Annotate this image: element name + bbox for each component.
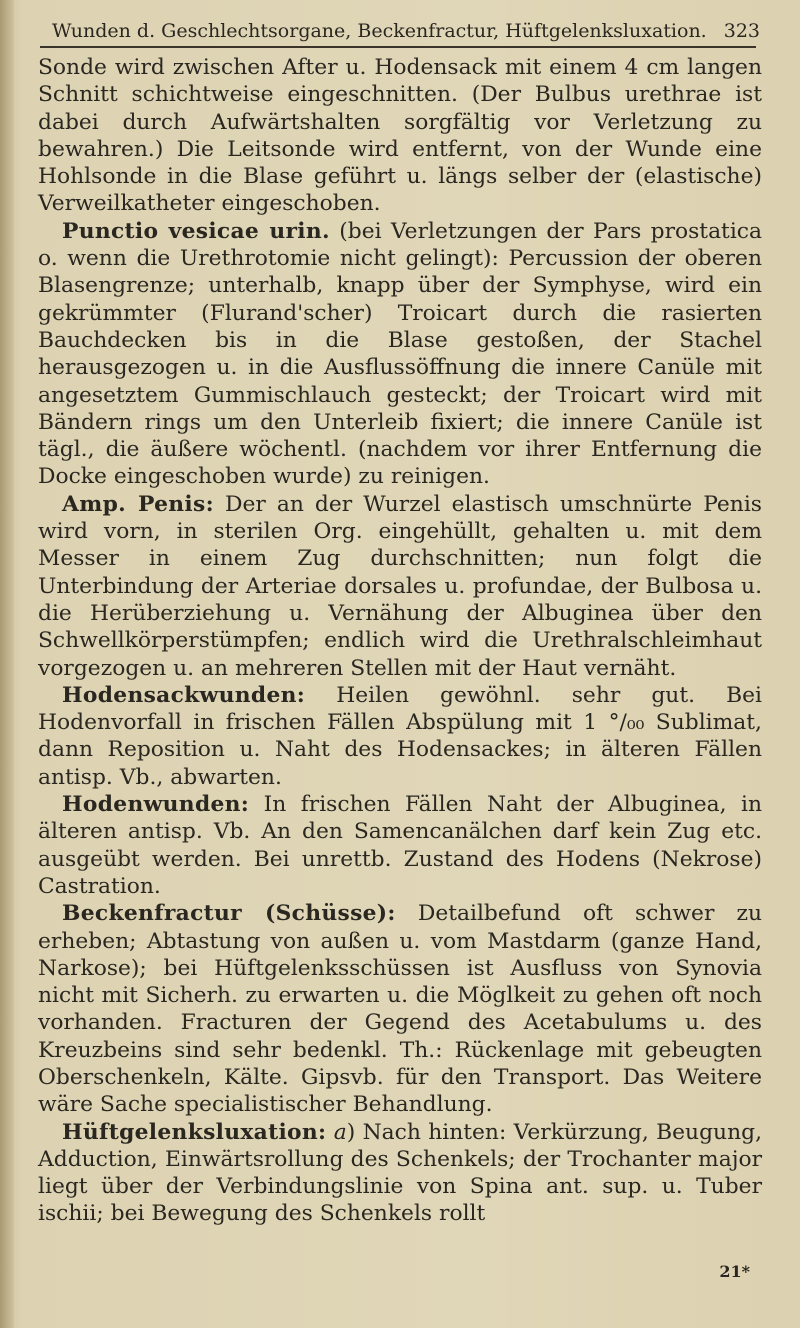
page-gutter bbox=[0, 0, 14, 1328]
section-heading: Punctio vesicae urin. bbox=[62, 218, 330, 244]
paragraph-beckenfractur bbox=[38, 900, 762, 1118]
paragraph-hueftgelenksluxation bbox=[38, 1119, 762, 1228]
paragraph-text: Der an der Wurzel elastisch umschnürte Penis wird vorn, in sterilen Org. eingehüllt, gehalten u. mit dem Messer in einem Zug durchschnitten; nun folgt die Unterbindung der Arteriae dorsales u. profundae, der Bulbosa u. die Herüberziehung u. Vernähung der Albuginea über den Schwellkörperstümpfen; endlich wird die Urethralschleimhaut vorgezogen u. an mehreren Stellen mit der Haut vernäht. bbox=[38, 491, 762, 681]
paragraph-text: Sonde wird zwischen After u. Hodensack mit einem 4 cm langen Schnitt schichtweise eingeschnitten. (Der Bulbus urethrae ist dabei durch Aufwärtshalten sorgfältig vor Verletzung zu bewahren.) Die Leitsonde wird entfernt, von der Wunde eine Hohlsonde in die Blase geführt u. längs selber der (elastische) Verweilkatheter eingeschoben. bbox=[38, 55, 762, 217]
paragraph-text: (bei Verletzungen der Pars prostatica o. wenn die Urethrotomie nicht gelingt): Percussion der oberen Blasengrenze; unterhalb, knapp über der Symphyse, wird ein gekrümmter (Flurand'scher) Troicart durch die rasierten Bauchdecken bis in die Blase gestoßen, der Stachel herausgezogen u. in die Ausflussöffnung die innere Canüle mit angesetztem Gummischlauch gesteckt; der Troicart wird mit Bändern rings um den Unterleib fixiert; die innere Canüle ist tägl., die äußere wöchentl. (nachdem vor ihrer Entfernung die Docke eingeschoben wurde) zu reinigen. bbox=[38, 218, 762, 490]
enumeration-letter: a bbox=[333, 1119, 347, 1145]
section-heading: Hodenwunden: bbox=[62, 792, 250, 818]
paragraph-punctio-vesicae bbox=[38, 218, 762, 491]
header-rule bbox=[40, 46, 756, 48]
section-heading: Hüftgelenksluxation: bbox=[62, 1119, 327, 1145]
paragraph-text: Heilen gewöhnl. sehr gut. Bei Hodenvorfall in frischen Fällen Abspülung mit 1 °/₀₀ Sublimat, dann Reposition u. Naht des Hodensackes; in älteren Fällen antisp. Vb., abwarten. bbox=[38, 682, 762, 790]
paragraph-hodensackwunden bbox=[38, 682, 762, 791]
paragraph-amp-penis bbox=[38, 491, 762, 682]
section-heading: Hodensackwunden: bbox=[62, 682, 306, 708]
paragraph-text: ) Nach hinten: Verkürzung, Beugung, Adduction, Einwärtsrollung des Schenkels; der Trochanter major liegt über der Verbindungslinie von Spina ant. sup. u. Tuber ischii; bei Bewegung des Schenkels rollt bbox=[38, 1119, 763, 1227]
section-heading: Amp. Penis: bbox=[62, 491, 214, 517]
paragraph-text: In frischen Fällen Naht der Albuginea, in älteren antisp. Vb. An den Samencanälchen darf kein Zug etc. ausgeübt werden. Bei unrettb. Zustand des Hodens (Nekrose) Castration. bbox=[38, 792, 762, 899]
signature-mark: 21* bbox=[719, 1262, 750, 1281]
paragraph-text: Detailbefund oft schwer zu erheben; Abtastung von außen u. vom Mastdarm (ganze Hand, Narkose); bei Hüftgelenksschüssen ist Ausfluss von Synovia nicht mit Sicherh. zu erwarten u. die Möglkeit zu gehen oft noch vorhanden. Fracturen der Gegend des Acetabulums u. des Kreuzbeins sind sehr bedenkl. Th.: Rückenlage mit gebeugten Oberschenkeln, Kälte. Gipsvb. für den Transport. Das Weitere wäre Sache specialistischer Behandlung. bbox=[38, 901, 762, 1118]
paragraph-sonde bbox=[38, 54, 762, 218]
running-head bbox=[36, 16, 764, 46]
page-number: 323 bbox=[723, 20, 760, 42]
paragraph-hodenwunden bbox=[38, 791, 762, 900]
section-heading: Beckenfractur (Schüsse): bbox=[62, 901, 396, 927]
body-text bbox=[38, 54, 762, 1228]
running-head-title: Wunden d. Geschlechtsorgane, Beckenfractur, Hüftgelenksluxation. bbox=[52, 20, 707, 42]
